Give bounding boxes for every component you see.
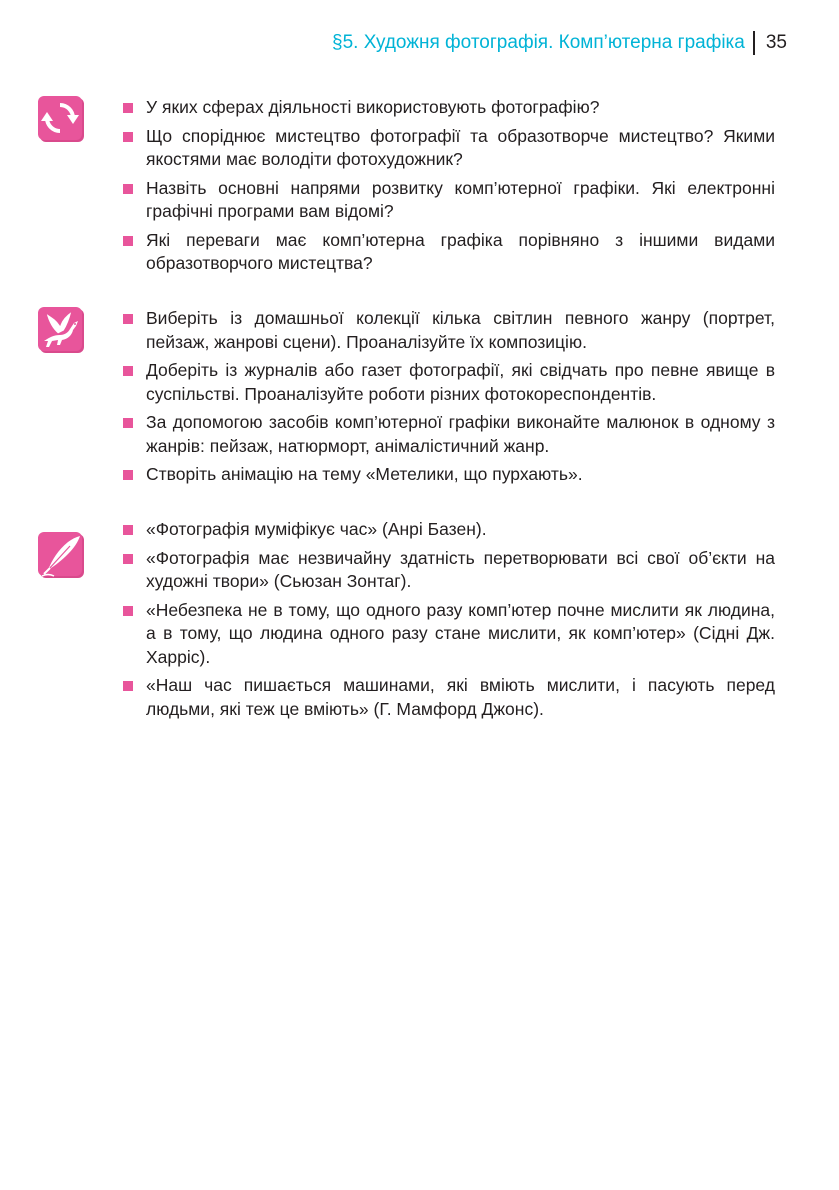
running-header (332, 30, 787, 56)
page-number: 35 (765, 32, 787, 53)
item-text: «Фотографія має незвичайну здатність перетворювати всі свої об’єкти на художні твори» (Сьюзан Зонтаг). (146, 547, 775, 591)
bullet (123, 470, 133, 480)
bullet (123, 554, 133, 564)
list-item (123, 547, 775, 594)
item-text: Доберіть із журналів або газет фотографії, які свідчать про певне явище в суспільстві. Проаналізуйте роботи різних фотокореспондентів. (146, 360, 775, 404)
bullet (123, 366, 133, 376)
list-item (123, 411, 775, 458)
item-text: «Небезпека не в тому, що одного разу комп’ютер почне мислити як людина, а в тому, що людина одного разу стане мислити, як комп’ютер» (Сідні Дж. Харріс). (146, 599, 775, 667)
list-item (123, 518, 775, 542)
task-list (123, 307, 775, 492)
question-list (123, 96, 775, 281)
item-text: У яких сферах діяльності використовують фотографію? (146, 97, 600, 117)
list-item (123, 359, 775, 406)
bullet (123, 184, 133, 194)
refresh-arrows-icon (38, 96, 86, 144)
bullet (123, 236, 133, 246)
item-text: «Фотографія муміфікує час» (Анрі Базен). (146, 519, 487, 539)
bullet (123, 103, 133, 113)
quill-pen-icon (38, 532, 86, 580)
item-text: Які переваги має комп’ютерна графіка порівняно з іншими видами образотворчого мистецтва? (146, 229, 775, 273)
list-item (123, 96, 775, 120)
bullet (123, 525, 133, 535)
list-item (123, 125, 775, 172)
item-text: Що споріднює мистецтво фотографії та образотворче мистецтво? Якими якостями має володіти фотохудожник? (146, 125, 775, 169)
bullet (123, 681, 133, 691)
bullet (123, 132, 133, 142)
bullet (123, 418, 133, 428)
header-separator (753, 31, 755, 55)
item-text: Назвіть основні напрями розвитку комп’ютерної графіки. Які електронні графічні програми вам відомі? (146, 177, 775, 221)
bullet (123, 314, 133, 324)
list-item (123, 177, 775, 224)
list-item (123, 674, 775, 721)
item-text: Виберіть із домашньої колекції кілька світлин певного жанру (портрет, пейзаж, жанрові сцени). Проаналізуйте їх композицію. (146, 308, 775, 352)
pegasus-icon (38, 307, 86, 355)
list-item (123, 229, 775, 276)
quote-list (123, 518, 775, 726)
item-text: За допомогою засобів комп’ютерної графіки виконайте малюнок в одному з жанрів: пейзаж, натюрморт, анімалістичний жанр. (146, 412, 775, 456)
item-text: Створіть анімацію на тему «Метелики, що пурхають». (146, 464, 583, 484)
list-item (123, 463, 775, 487)
list-item (123, 599, 775, 670)
list-item (123, 307, 775, 354)
bullet (123, 606, 133, 616)
section-title: §5. Художня фотографія. Комп’ютерна графіка (332, 32, 745, 53)
item-text: «Наш час пишається машинами, які вміють мислити, і пасують перед людьми, які теж це вміють» (Г. Мамфорд Джонс). (146, 675, 775, 719)
